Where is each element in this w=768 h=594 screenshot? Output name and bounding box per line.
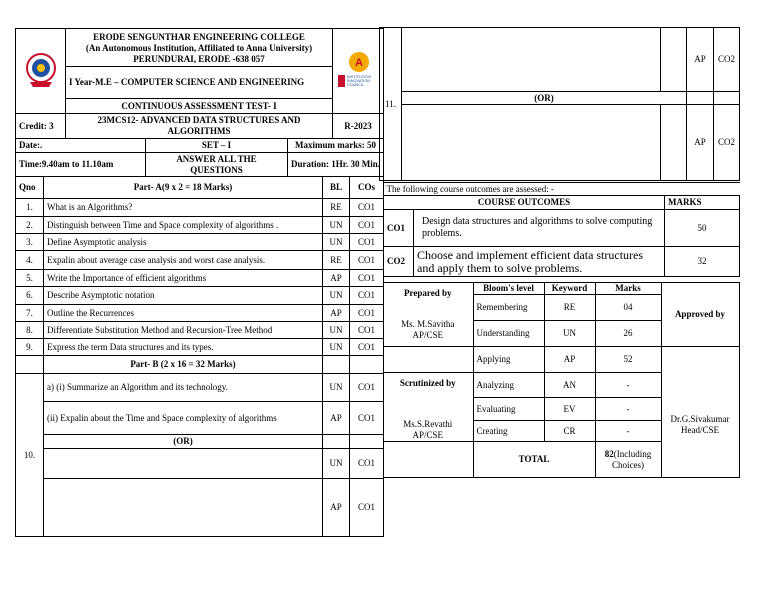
bloom-level: RE <box>323 251 350 270</box>
bloom-level: AP <box>687 105 714 181</box>
course-outcome: CO1 <box>350 234 384 251</box>
question-text: Distinguish between Time and Space complexity of algorithms . <box>44 217 323 234</box>
duration-cell: Duration: 1Hr. 30 Min. <box>288 153 384 177</box>
marks-header: MARKS <box>665 196 740 210</box>
course-outcome: CO1 <box>350 449 384 479</box>
question-10b-part-2 <box>44 479 323 537</box>
bloom-level: Creating <box>473 421 544 442</box>
course-outcome: CO1 <box>350 251 384 270</box>
table-row <box>16 199 384 217</box>
outcome-text: Choose and implement efficient data structures and apply them to solve problems. <box>414 247 665 277</box>
bloom-keyword: AP <box>544 347 595 373</box>
outcomes-intro: The following course outcomes are assessed: - <box>384 183 740 196</box>
program-title: I Year-M.E – COMPUTER SCIENCE AND ENGINEERING <box>66 67 333 99</box>
bloom-level-header: Bloom's level <box>473 283 544 295</box>
marks-header: Marks <box>595 283 661 295</box>
question-10a-ii: (ii) Expalin about the Time and Space complexity of algorithms <box>44 402 323 435</box>
outcome-code: CO2 <box>384 247 414 277</box>
bloom-level: UN <box>323 287 350 305</box>
course-outcome: CO1 <box>350 199 384 217</box>
bloom-marks: 04 <box>595 295 661 321</box>
svg-text:COUNCIL: COUNCIL <box>347 82 365 87</box>
outcome-row <box>384 247 740 277</box>
bloom-level: AP <box>323 305 350 322</box>
question-number: 2. <box>16 217 44 234</box>
course-outcome: CO1 <box>350 479 384 537</box>
instruction-cell: ANSWER ALL THE QUESTIONS <box>146 153 288 177</box>
table-row <box>16 251 384 270</box>
question-10-number: 10. <box>16 374 44 537</box>
bloom-level: UN <box>323 339 350 356</box>
cos-header: COs <box>350 177 384 199</box>
question-10b-part-1 <box>44 449 323 479</box>
total-label: TOTAL <box>473 442 595 478</box>
course-title: 23MCS12- ADVANCED DATA STRUCTURES AND ALGORITHMS <box>66 114 333 139</box>
college-emblem-icon <box>22 50 60 90</box>
bloom-level: UN <box>323 322 350 339</box>
bloom-marks: - <box>595 421 661 442</box>
questions-table <box>15 176 384 537</box>
question-11a <box>402 28 661 92</box>
question-number: 7. <box>16 305 44 322</box>
credit-cell: Credit: 3 <box>16 114 66 139</box>
bloom-marks: - <box>595 398 661 421</box>
bloom-level: AP <box>687 28 714 92</box>
table-row <box>16 234 384 251</box>
set-cell: SET – I <box>146 139 288 153</box>
bloom-level: AP <box>323 479 350 537</box>
bloom-level: Evaluating <box>473 398 544 421</box>
table-row <box>16 305 384 322</box>
qno-header: Qno <box>16 177 44 199</box>
header-table <box>15 28 384 114</box>
outcomes-header: COURSE OUTCOMES <box>384 196 665 210</box>
table-row <box>16 270 384 287</box>
outcomes-table <box>383 182 740 277</box>
question-11-number: 11. <box>380 28 402 181</box>
course-outcome: CO1 <box>350 217 384 234</box>
course-outcome: CO1 <box>350 270 384 287</box>
course-outcome: CO1 <box>350 339 384 356</box>
question-11b <box>402 105 661 181</box>
approver-cell: Dr.G.Sivakumar Head/CSE <box>661 373 739 478</box>
outcome-row <box>384 210 740 247</box>
bloom-level: UN <box>323 217 350 234</box>
college-heading: ERODE SENGUNTHAR ENGINEERING COLLEGE (An Autonomous Institution, Affiliated to Anna University) PERUNDURAI, ERODE -638 057 <box>66 29 333 67</box>
table-row <box>16 217 384 234</box>
or-divider: (OR) <box>44 435 323 449</box>
table-row <box>16 287 384 305</box>
course-outcome: CO2 <box>714 28 740 92</box>
bloom-level: UN <box>323 234 350 251</box>
question-number: 4. <box>16 251 44 270</box>
max-marks-cell: Maximum marks: 50 <box>288 139 384 153</box>
college-logo-cell <box>16 29 66 114</box>
scrutinized-by-cell: Scrutinized by Ms.S.Revathi AP/CSE <box>383 373 473 442</box>
bloom-level: UN <box>323 449 350 479</box>
approved-by-cell: Approved by <box>661 283 739 347</box>
bloom-marks: 26 <box>595 321 661 347</box>
question-text: Describe Asymptotic notation <box>44 287 323 305</box>
outcome-marks: 32 <box>665 247 740 277</box>
question-11-table <box>379 27 740 181</box>
table-row <box>16 339 384 356</box>
bloom-keyword: AN <box>544 373 595 398</box>
iic-emblem-icon <box>336 50 382 90</box>
course-outcome: CO1 <box>350 322 384 339</box>
course-outcome: CO1 <box>350 374 384 402</box>
outcome-code: CO1 <box>384 210 414 247</box>
prepared-by-cell: Prepared by Ms. M.Savitha AP/CSE <box>383 283 473 347</box>
bloom-level: RE <box>323 199 350 217</box>
question-text: Expalin about average case analysis and worst case analysis. <box>44 251 323 270</box>
question-number: 1. <box>16 199 44 217</box>
question-number: 8. <box>16 322 44 339</box>
part-a-header: Part- A(9 x 2 = 18 Marks) <box>44 177 323 199</box>
course-outcome: CO1 <box>350 402 384 435</box>
question-text: Differentiate Substitution Method and Recursion-Tree Method <box>44 322 323 339</box>
bloom-keyword: EV <box>544 398 595 421</box>
part-b-header: Part- B (2 x 16 = 32 Marks) <box>44 356 323 374</box>
bloom-table <box>383 282 740 478</box>
bloom-level: UN <box>323 374 350 402</box>
bloom-level: AP <box>323 402 350 435</box>
outcome-marks: 50 <box>665 210 740 247</box>
bl-header: BL <box>323 177 350 199</box>
bloom-level: Analyzing <box>473 373 544 398</box>
total-marks-cell: 82(Including Choices) <box>595 442 661 478</box>
bloom-level: AP <box>323 270 350 287</box>
svg-text:INNOVATION: INNOVATION <box>347 78 371 83</box>
iic-logo-cell <box>333 29 384 114</box>
or-divider: (OR) <box>402 92 687 105</box>
course-outcome: CO1 <box>350 305 384 322</box>
question-number: 6. <box>16 287 44 305</box>
bloom-keyword: RE <box>544 295 595 321</box>
table-row <box>383 347 739 373</box>
bloom-level: Understanding <box>473 321 544 347</box>
course-outcome: CO1 <box>350 287 384 305</box>
question-text: Define Asymptotic analysis <box>44 234 323 251</box>
test-title: CONTINUOUS ASSESSMENT TEST- I <box>66 99 333 114</box>
question-text: Express the term Data structures and its types. <box>44 339 323 356</box>
question-number: 5. <box>16 270 44 287</box>
outcome-text: Design data structures and algorithms to solve computing problems. <box>414 210 665 247</box>
bloom-level: Applying <box>473 347 544 373</box>
time-cell: Time:9.40am to 11.10am <box>16 153 146 177</box>
course-outcome: CO2 <box>714 105 740 181</box>
question-10a-i: a) (i) Summarize an Algorithm and its technology. <box>44 374 323 402</box>
question-text: Outline the Recurrences <box>44 305 323 322</box>
table-row <box>383 373 739 398</box>
question-number: 9. <box>16 339 44 356</box>
svg-text:INSTITUTION: INSTITUTION <box>347 74 371 79</box>
question-number: 3. <box>16 234 44 251</box>
question-text: What is an Algorithms? <box>44 199 323 217</box>
question-text: Write the Importance of efficient algorithms <box>44 270 323 287</box>
date-cell: Date:. <box>16 139 146 153</box>
bloom-marks: - <box>595 373 661 398</box>
bloom-keyword: UN <box>544 321 595 347</box>
regulation-cell: R-2023 <box>333 114 384 139</box>
bloom-level: Remembering <box>473 295 544 321</box>
bloom-marks: 52 <box>595 347 661 373</box>
bloom-keyword: CR <box>544 421 595 442</box>
svg-text:A: A <box>355 56 363 69</box>
keyword-header: Keyword <box>544 283 595 295</box>
table-row <box>16 322 384 339</box>
meta-table <box>15 113 384 177</box>
